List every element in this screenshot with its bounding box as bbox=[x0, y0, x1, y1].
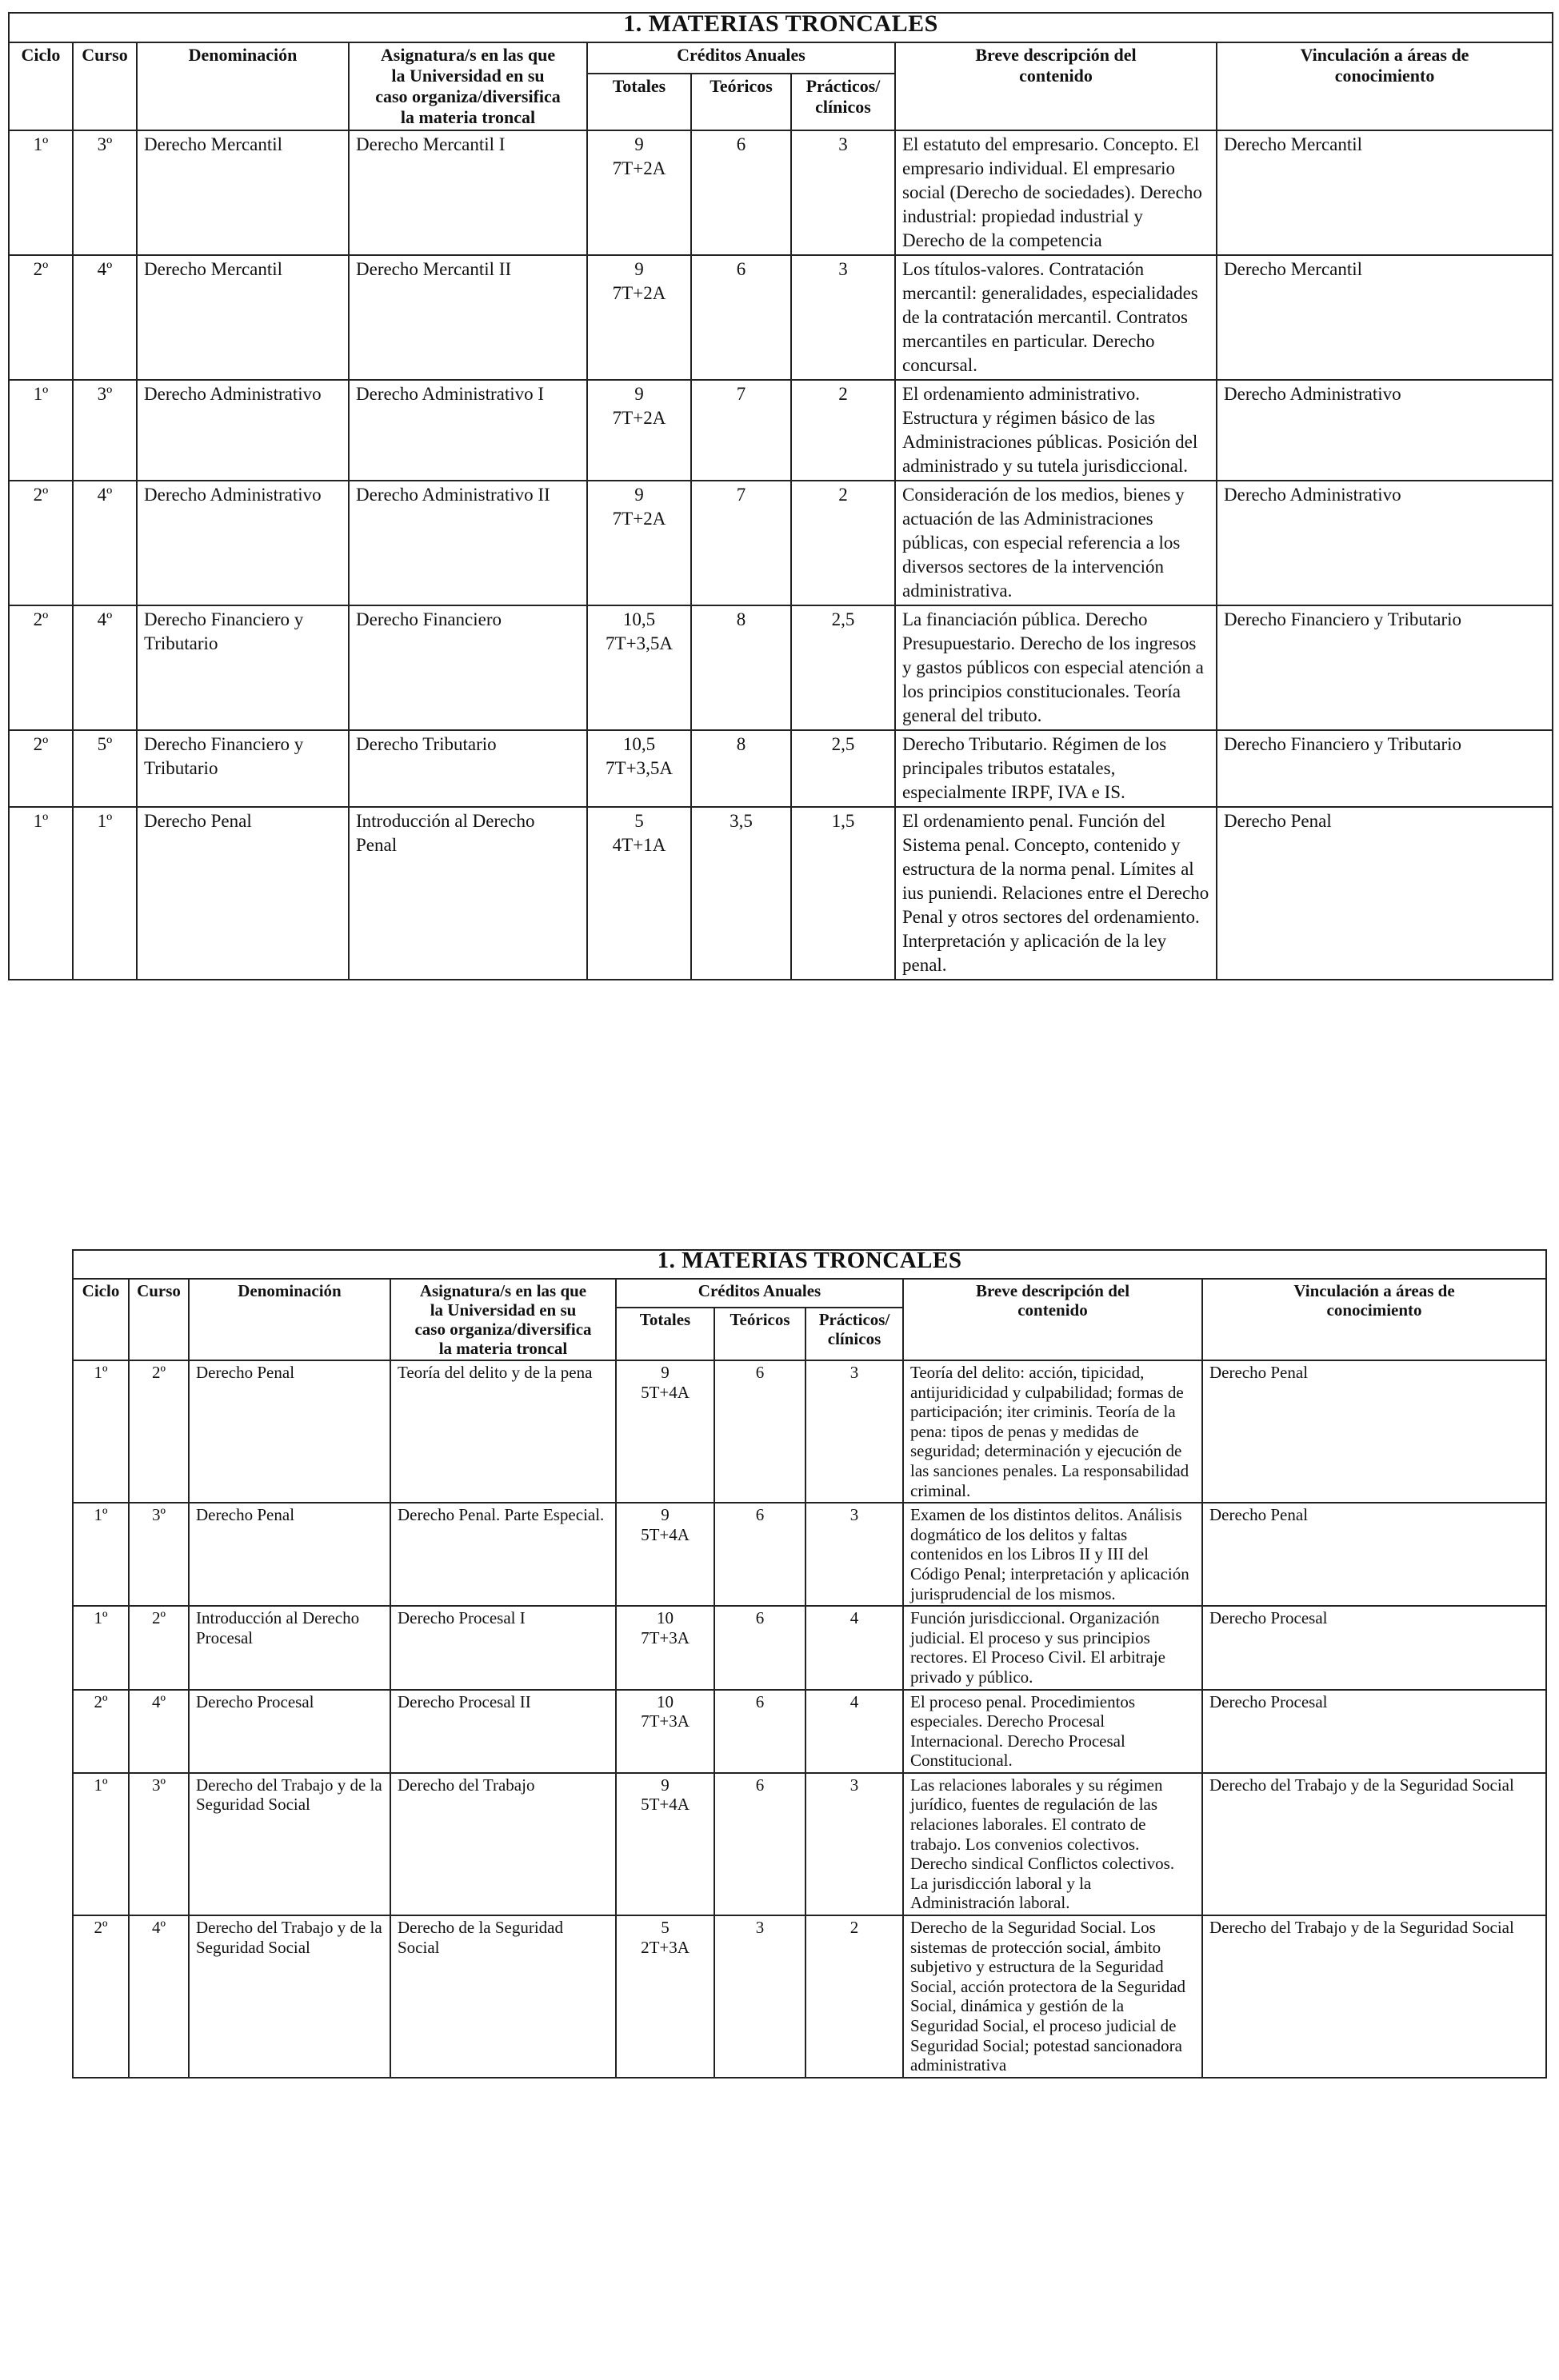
cell-asignatura: Derecho Procesal II bbox=[390, 1690, 616, 1773]
cell-descripcion: El proceso penal. Procedimientos especiales. Derecho Procesal Internacional. Derecho Procesal Constitucional. bbox=[903, 1690, 1202, 1773]
section-title: 1. MATERIAS TRONCALES bbox=[73, 1250, 1546, 1279]
cell-ciclo: 2º bbox=[9, 730, 73, 807]
cell-vinculacion: Derecho Procesal bbox=[1202, 1606, 1546, 1689]
cell-practicos: 4 bbox=[805, 1690, 903, 1773]
cell-descripcion: Derecho Tributario. Régimen de los principales tributos estatales, especialmente IRPF, IVA e IS. bbox=[895, 730, 1217, 807]
cell-asignatura: Derecho Procesal I bbox=[390, 1606, 616, 1689]
cell-totales: 10 7T+3A bbox=[616, 1690, 714, 1773]
cell-totales: 9 5T+4A bbox=[616, 1360, 714, 1503]
table-row bbox=[73, 1503, 1546, 1606]
cell-asignatura: Derecho Penal. Parte Especial. bbox=[390, 1503, 616, 1606]
cell-totales: 9 5T+4A bbox=[616, 1773, 714, 1915]
cell-practicos: 3 bbox=[791, 130, 895, 255]
cell-vinculacion: Derecho Penal bbox=[1202, 1360, 1546, 1503]
cell-curso: 1º bbox=[73, 807, 137, 980]
cell-practicos: 3 bbox=[805, 1503, 903, 1606]
cell-curso: 4º bbox=[73, 255, 137, 380]
troncales-table-2 bbox=[72, 1249, 1545, 2079]
cell-descripcion: El ordenamiento penal. Función del Sistema penal. Concepto, contenido y estructura de la norma penal. Límites al ius puniendi. Relaciones entre el Derecho Penal y otros sectores del ordenamiento. Interpretación y aplicación de la ley penal. bbox=[895, 807, 1217, 980]
cell-asignatura: Introducción al Derecho Penal bbox=[349, 807, 587, 980]
cell-denominacion: Derecho Financiero y Tributario bbox=[137, 605, 349, 730]
header-denominacion: Denominación bbox=[137, 42, 349, 130]
cell-ciclo: 2º bbox=[73, 1690, 129, 1773]
cell-teoricos: 6 bbox=[714, 1773, 805, 1915]
cell-asignatura: Derecho Financiero bbox=[349, 605, 587, 730]
cell-teoricos: 6 bbox=[714, 1503, 805, 1606]
cell-practicos: 2 bbox=[791, 481, 895, 605]
cell-teoricos: 6 bbox=[714, 1690, 805, 1773]
table-row bbox=[73, 1690, 1546, 1773]
cell-teoricos: 7 bbox=[691, 380, 791, 481]
cell-teoricos: 7 bbox=[691, 481, 791, 605]
header-vinculacion: Vinculación a áreas de conocimiento bbox=[1217, 42, 1553, 130]
cell-totales: 9 7T+2A bbox=[587, 481, 691, 605]
header-teoricos: Teóricos bbox=[714, 1308, 805, 1360]
cell-denominacion: Derecho Penal bbox=[137, 807, 349, 980]
cell-practicos: 4 bbox=[805, 1606, 903, 1689]
cell-asignatura: Derecho Mercantil II bbox=[349, 255, 587, 380]
cell-denominacion: Derecho Mercantil bbox=[137, 130, 349, 255]
table-row bbox=[9, 605, 1553, 730]
cell-vinculacion: Derecho Penal bbox=[1202, 1503, 1546, 1606]
header-descripcion: Breve descripción del contenido bbox=[903, 1279, 1202, 1360]
cell-practicos: 1,5 bbox=[791, 807, 895, 980]
cell-denominacion: Derecho Penal bbox=[189, 1360, 390, 1503]
table-row bbox=[9, 255, 1553, 380]
cell-ciclo: 1º bbox=[73, 1360, 129, 1503]
cell-vinculacion: Derecho Financiero y Tributario bbox=[1217, 605, 1553, 730]
cell-ciclo: 2º bbox=[9, 255, 73, 380]
cell-curso: 4º bbox=[73, 481, 137, 605]
cell-totales: 5 2T+3A bbox=[616, 1915, 714, 2078]
cell-vinculacion: Derecho Penal bbox=[1217, 807, 1553, 980]
cell-vinculacion: Derecho Financiero y Tributario bbox=[1217, 730, 1553, 807]
cell-asignatura: Teoría del delito y de la pena bbox=[390, 1360, 616, 1503]
cell-curso: 3º bbox=[129, 1503, 189, 1606]
troncales-table-1 bbox=[8, 12, 1552, 980]
table-row bbox=[9, 130, 1553, 255]
cell-vinculacion: Derecho Mercantil bbox=[1217, 130, 1553, 255]
header-creditos: Créditos Anuales bbox=[616, 1279, 903, 1308]
table-row bbox=[9, 380, 1553, 481]
table-row bbox=[9, 481, 1553, 605]
cell-ciclo: 1º bbox=[9, 807, 73, 980]
cell-teoricos: 6 bbox=[714, 1606, 805, 1689]
cell-asignatura: Derecho de la Seguridad Social bbox=[390, 1915, 616, 2078]
header-practicos: Prácticos/ clínicos bbox=[791, 74, 895, 130]
cell-descripcion: Derecho de la Seguridad Social. Los sistemas de protección social, ámbito subjetivo y estructura de la Seguridad Social, acción protectora de la Seguridad Social, dinámica y gestión de la Seguridad Social, el proceso judicial de Seguridad Social; potestad sancionadora administrativa bbox=[903, 1915, 1202, 2078]
header-asignatura: Asignatura/s en las que la Universidad en su caso organiza/diversifica la materia troncal bbox=[390, 1279, 616, 1360]
cell-denominacion: Derecho Penal bbox=[189, 1503, 390, 1606]
cell-teoricos: 8 bbox=[691, 730, 791, 807]
cell-practicos: 3 bbox=[791, 255, 895, 380]
cell-ciclo: 1º bbox=[73, 1773, 129, 1915]
cell-descripcion: Teoría del delito: acción, tipicidad, antijuridicidad y culpabilidad; formas de participación; iter criminis. Teoría de la pena: tipos de penas y medidas de seguridad; determinación y ejecución de las sanciones penales. La responsabilidad criminal. bbox=[903, 1360, 1202, 1503]
cell-ciclo: 1º bbox=[73, 1503, 129, 1606]
cell-curso: 3º bbox=[73, 380, 137, 481]
header-ciclo: Ciclo bbox=[9, 42, 73, 130]
table-row bbox=[9, 730, 1553, 807]
cell-denominacion: Derecho Administrativo bbox=[137, 380, 349, 481]
cell-descripcion: Las relaciones laborales y su régimen jurídico, fuentes de regulación de las relaciones laborales. El contrato de trabajo. Los convenios colectivos. Derecho sindical Conflictos colectivos. La jurisdicción laboral y la Administración laboral. bbox=[903, 1773, 1202, 1915]
cell-ciclo: 2º bbox=[9, 481, 73, 605]
cell-vinculacion: Derecho Mercantil bbox=[1217, 255, 1553, 380]
cell-totales: 10,5 7T+3,5A bbox=[587, 605, 691, 730]
table-row bbox=[73, 1915, 1546, 2078]
cell-teoricos: 6 bbox=[691, 130, 791, 255]
cell-totales: 9 7T+2A bbox=[587, 130, 691, 255]
header-creditos: Créditos Anuales bbox=[587, 42, 895, 74]
header-totales: Totales bbox=[616, 1308, 714, 1360]
cell-teoricos: 8 bbox=[691, 605, 791, 730]
cell-totales: 9 7T+2A bbox=[587, 380, 691, 481]
cell-ciclo: 2º bbox=[9, 605, 73, 730]
table-row bbox=[73, 1360, 1546, 1503]
cell-totales: 5 4T+1A bbox=[587, 807, 691, 980]
materias-table bbox=[8, 12, 1553, 980]
cell-totales: 10,5 7T+3,5A bbox=[587, 730, 691, 807]
cell-denominacion: Derecho del Trabajo y de la Seguridad Social bbox=[189, 1773, 390, 1915]
header-curso: Curso bbox=[73, 42, 137, 130]
cell-vinculacion: Derecho Administrativo bbox=[1217, 481, 1553, 605]
cell-practicos: 3 bbox=[805, 1773, 903, 1915]
table-row bbox=[9, 807, 1553, 980]
cell-descripcion: Los títulos-valores. Contratación mercantil: generalidades, especialidades de la contratación mercantil. Contratos mercantiles en particular. Derecho concursal. bbox=[895, 255, 1217, 380]
cell-denominacion: Derecho Financiero y Tributario bbox=[137, 730, 349, 807]
cell-descripcion: El ordenamiento administrativo. Estructura y régimen básico de las Administraciones públicas. Posición del administrado y su tutela jurisdiccional. bbox=[895, 380, 1217, 481]
cell-practicos: 3 bbox=[805, 1360, 903, 1503]
cell-denominacion: Derecho Administrativo bbox=[137, 481, 349, 605]
cell-asignatura: Derecho Administrativo II bbox=[349, 481, 587, 605]
header-asignatura: Asignatura/s en las que la Universidad en su caso organiza/diversifica la materia troncal bbox=[349, 42, 587, 130]
cell-asignatura: Derecho del Trabajo bbox=[390, 1773, 616, 1915]
cell-totales: 10 7T+3A bbox=[616, 1606, 714, 1689]
cell-asignatura: Derecho Tributario bbox=[349, 730, 587, 807]
cell-teoricos: 3 bbox=[714, 1915, 805, 2078]
cell-denominacion: Derecho Procesal bbox=[189, 1690, 390, 1773]
cell-vinculacion: Derecho del Trabajo y de la Seguridad Social bbox=[1202, 1915, 1546, 2078]
cell-totales: 9 5T+4A bbox=[616, 1503, 714, 1606]
header-curso: Curso bbox=[129, 1279, 189, 1360]
cell-descripcion: Examen de los distintos delitos. Análisis dogmático de los delitos y faltas contenidos en los Libros II y III del Código Penal; interpretación y aplicación jurisprudencial de los mismos. bbox=[903, 1503, 1202, 1606]
cell-curso: 4º bbox=[129, 1690, 189, 1773]
section-title: 1. MATERIAS TRONCALES bbox=[9, 13, 1553, 42]
cell-practicos: 2,5 bbox=[791, 730, 895, 807]
table-body bbox=[9, 130, 1553, 980]
table-row bbox=[73, 1606, 1546, 1689]
cell-descripcion: El estatuto del empresario. Concepto. El empresario individual. El empresario social (Derecho de sociedades). Derecho industrial: propiedad industrial y Derecho de la competencia bbox=[895, 130, 1217, 255]
header-denominacion: Denominación bbox=[189, 1279, 390, 1360]
cell-curso: 3º bbox=[129, 1773, 189, 1915]
cell-curso: 3º bbox=[73, 130, 137, 255]
header-practicos: Prácticos/ clínicos bbox=[805, 1308, 903, 1360]
header-vinculacion: Vinculación a áreas de conocimiento bbox=[1202, 1279, 1546, 1360]
cell-vinculacion: Derecho Procesal bbox=[1202, 1690, 1546, 1773]
cell-denominacion: Derecho Mercantil bbox=[137, 255, 349, 380]
table-body bbox=[73, 1360, 1546, 2078]
cell-teoricos: 6 bbox=[691, 255, 791, 380]
cell-vinculacion: Derecho del Trabajo y de la Seguridad Social bbox=[1202, 1773, 1546, 1915]
header-totales: Totales bbox=[587, 74, 691, 130]
cell-teoricos: 3,5 bbox=[691, 807, 791, 980]
cell-totales: 9 7T+2A bbox=[587, 255, 691, 380]
cell-asignatura: Derecho Administrativo I bbox=[349, 380, 587, 481]
cell-denominacion: Derecho del Trabajo y de la Seguridad Social bbox=[189, 1915, 390, 2078]
header-ciclo: Ciclo bbox=[73, 1279, 129, 1360]
cell-curso: 2º bbox=[129, 1360, 189, 1503]
cell-descripcion: Consideración de los medios, bienes y actuación de las Administraciones públicas, con especial referencia a los diversos sectores de la intervención administrativa. bbox=[895, 481, 1217, 605]
cell-denominacion: Introducción al Derecho Procesal bbox=[189, 1606, 390, 1689]
cell-curso: 5º bbox=[73, 730, 137, 807]
cell-teoricos: 6 bbox=[714, 1360, 805, 1503]
cell-descripcion: La financiación pública. Derecho Presupuestario. Derecho de los ingresos y gastos públicos con especial atención a los principios constitucionales. Teoría general del tributo. bbox=[895, 605, 1217, 730]
cell-ciclo: 1º bbox=[9, 130, 73, 255]
cell-practicos: 2,5 bbox=[791, 605, 895, 730]
header-teoricos: Teóricos bbox=[691, 74, 791, 130]
cell-practicos: 2 bbox=[805, 1915, 903, 2078]
cell-ciclo: 2º bbox=[73, 1915, 129, 2078]
cell-curso: 4º bbox=[129, 1915, 189, 2078]
header-descripcion: Breve descripción del contenido bbox=[895, 42, 1217, 130]
cell-descripcion: Función jurisdiccional. Organización judicial. El proceso y sus principios rectores. El Proceso Civil. El arbitraje privado y público. bbox=[903, 1606, 1202, 1689]
cell-asignatura: Derecho Mercantil I bbox=[349, 130, 587, 255]
cell-practicos: 2 bbox=[791, 380, 895, 481]
cell-vinculacion: Derecho Administrativo bbox=[1217, 380, 1553, 481]
materias-table bbox=[72, 1249, 1547, 2079]
cell-curso: 4º bbox=[73, 605, 137, 730]
cell-ciclo: 1º bbox=[9, 380, 73, 481]
table-row bbox=[73, 1773, 1546, 1915]
cell-curso: 2º bbox=[129, 1606, 189, 1689]
cell-ciclo: 1º bbox=[73, 1606, 129, 1689]
